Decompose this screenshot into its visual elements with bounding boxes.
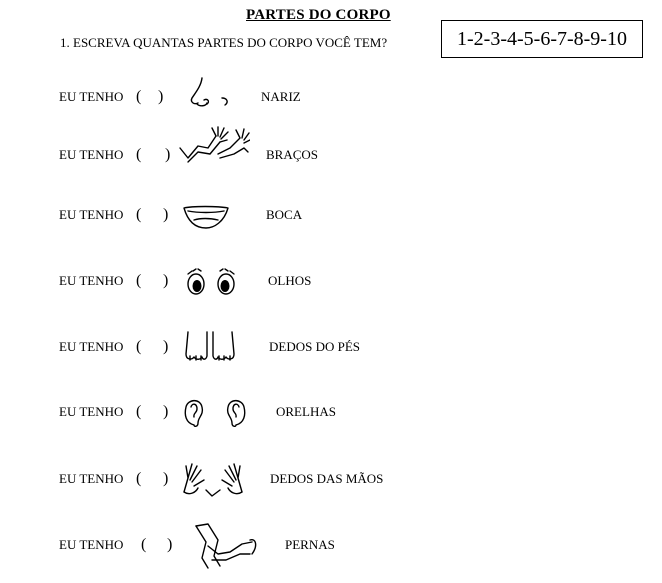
row-prefix: EU TENHO xyxy=(59,147,124,162)
answer-open-paren[interactable]: ( xyxy=(136,338,142,355)
number-options-box: 1-2-3-4-5-6-7-8-9-10 xyxy=(441,20,643,58)
legs-icon xyxy=(190,522,260,570)
answer-open-paren[interactable]: ( xyxy=(141,536,147,553)
row-label: NARIZ xyxy=(261,89,301,104)
eyes-icon xyxy=(184,266,240,298)
mouth-icon xyxy=(182,202,230,230)
answer-close-paren[interactable]: ) xyxy=(167,536,173,553)
answer-row-toes xyxy=(0,332,662,362)
row-label: OLHOS xyxy=(268,273,312,288)
answer-row-arms xyxy=(0,140,662,170)
row-prefix: EU TENHO xyxy=(59,89,124,104)
answer-open-paren[interactable]: ( xyxy=(136,206,142,223)
answer-row-fingers xyxy=(0,464,662,494)
arms-icon xyxy=(178,124,250,172)
ears-icon xyxy=(182,397,248,429)
row-prefix: EU TENHO xyxy=(59,273,124,288)
row-prefix: EU TENHO xyxy=(59,339,124,354)
hands-icon xyxy=(180,460,246,498)
answer-row-nose xyxy=(0,82,662,112)
row-prefix: EU TENHO xyxy=(59,471,124,486)
answer-close-paren[interactable]: ) xyxy=(163,338,169,355)
row-label: ORELHAS xyxy=(276,404,336,419)
page-title: PARTES DO CORPO xyxy=(246,7,391,23)
nose-icon xyxy=(188,76,232,112)
answer-close-paren[interactable]: ) xyxy=(163,272,169,289)
answer-open-paren[interactable]: ( xyxy=(136,146,142,163)
answer-row-mouth xyxy=(0,200,662,230)
answer-open-paren[interactable]: ( xyxy=(136,403,142,420)
row-label: BOCA xyxy=(266,207,303,222)
answer-open-paren[interactable]: ( xyxy=(136,272,142,289)
answer-close-paren[interactable]: ) xyxy=(163,403,169,420)
answer-close-paren[interactable]: ) xyxy=(163,470,169,487)
row-label: DEDOS DO PÉS xyxy=(269,339,361,354)
answer-open-paren[interactable]: ( xyxy=(136,470,142,487)
row-prefix: EU TENHO xyxy=(59,207,124,222)
answer-close-paren[interactable]: ) xyxy=(158,88,164,105)
row-prefix: EU TENHO xyxy=(59,537,124,552)
answer-open-paren[interactable]: ( xyxy=(136,88,142,105)
answer-row-eyes xyxy=(0,266,662,296)
answer-close-paren[interactable]: ) xyxy=(165,146,171,163)
feet-icon xyxy=(182,330,238,364)
row-label: DEDOS DAS MÃOS xyxy=(270,471,384,486)
question-text: 1. ESCREVA QUANTAS PARTES DO CORPO VOCÊ TEM? xyxy=(60,35,388,50)
row-prefix: EU TENHO xyxy=(59,404,124,419)
answer-row-ears xyxy=(0,397,662,427)
answer-close-paren[interactable]: ) xyxy=(163,206,169,223)
row-label: BRAÇOS xyxy=(266,147,319,162)
row-label: PERNAS xyxy=(285,537,335,552)
answer-row-legs xyxy=(0,530,662,560)
